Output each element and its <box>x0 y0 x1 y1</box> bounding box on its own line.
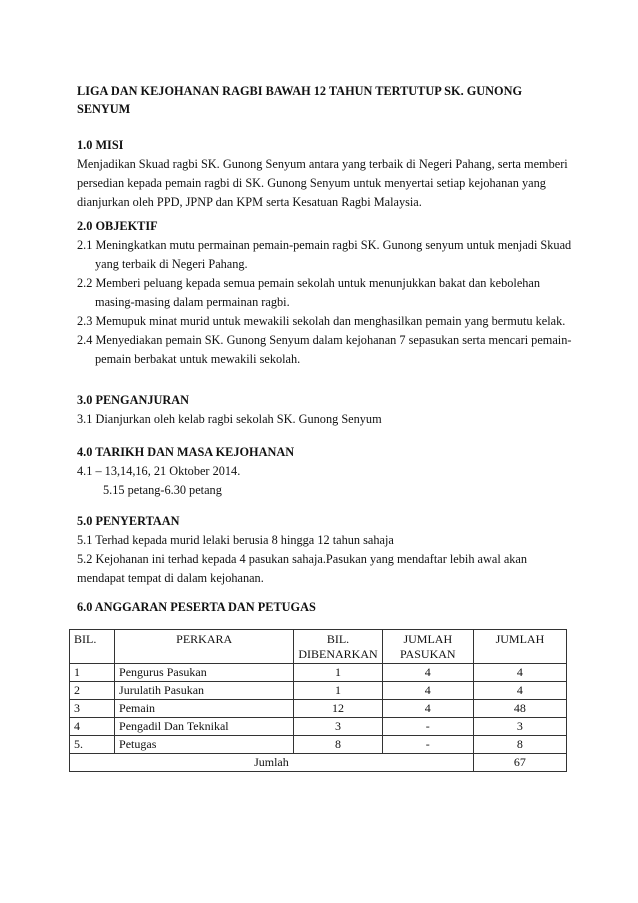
section-objektif <box>77 217 577 369</box>
column-header: BIL. DIBENARKAN <box>294 630 382 664</box>
section-penganjuran <box>77 391 577 429</box>
table-cell: Pemain <box>115 700 294 718</box>
section-heading-anggaran: 6.0 ANGGARAN PESERTA DAN PETUGAS <box>77 600 316 614</box>
table-cell: 5. <box>70 736 115 754</box>
objektif-item: 2.4 Menyediakan pemain SK. Gunong Senyum dalam kejohanan 7 sepasukan serta mencari pemain-pemain berbakat untuk mewakili sekolah. <box>77 333 572 366</box>
objektif-item: 2.2 Memberi peluang kepada semua pemain sekolah untuk menunjukkan bakat dan kebolehan masing-masing dalam permainan ragbi. <box>77 276 541 309</box>
total-value: 67 <box>473 754 566 772</box>
table-cell: 1 <box>70 664 115 682</box>
table-row <box>70 718 567 736</box>
table-row <box>70 736 567 754</box>
table-cell: 4 <box>382 700 473 718</box>
objektif-item: 2.1 Meningkatkan mutu permainan pemain-pemain ragbi SK. Gunong senyum untuk menjadi Skuad yang terbaik di Negeri Pahang. <box>77 238 572 271</box>
table-row <box>70 700 567 718</box>
table-cell: Pengadil Dan Teknikal <box>115 718 294 736</box>
section-anggaran <box>77 598 577 617</box>
total-label: Jumlah <box>70 754 474 772</box>
table-header-row <box>70 630 567 664</box>
section-misi <box>77 136 577 212</box>
penyertaan-item: 5.1 Terhad kepada murid lelaki berusia 8 hingga 12 tahun sahaja <box>77 533 394 547</box>
section-heading-tarikh: 4.0 TARIKH DAN MASA KEJOHANAN <box>77 445 295 459</box>
table-cell: Pengurus Pasukan <box>115 664 294 682</box>
section-penyertaan <box>77 512 577 588</box>
section-tarikh <box>77 443 577 500</box>
tarikh-time: 5.15 petang-6.30 petang <box>103 483 222 497</box>
column-header: BIL. <box>70 630 115 664</box>
column-header: JUMLAH <box>473 630 566 664</box>
section-heading-objektif: 2.0 OBJEKTIF <box>77 219 158 233</box>
section-heading-penyertaan: 5.0 PENYERTAAN <box>77 514 180 528</box>
table-cell: 1 <box>294 664 382 682</box>
table-row <box>70 682 567 700</box>
table-cell: Jurulatih Pasukan <box>115 682 294 700</box>
document-title: LIGA DAN KEJOHANAN RAGBI BAWAH 12 TAHUN TERTUTUP SK. GUNONG SENYUM <box>77 84 523 116</box>
table-cell: 12 <box>294 700 382 718</box>
table-cell: 8 <box>473 736 566 754</box>
section-heading-penganjuran: 3.0 PENGANJURAN <box>77 393 190 407</box>
table-cell: 3 <box>294 718 382 736</box>
section-heading-misi: 1.0 MISI <box>77 138 124 152</box>
table-row <box>70 664 567 682</box>
column-header: PERKARA <box>115 630 294 664</box>
table-cell: 8 <box>294 736 382 754</box>
tarikh-date: 4.1 – 13,14,16, 21 Oktober 2014. <box>77 464 241 478</box>
table-cell: 2 <box>70 682 115 700</box>
table-cell: 48 <box>473 700 566 718</box>
table-cell: - <box>382 736 473 754</box>
table-cell: 1 <box>294 682 382 700</box>
table-cell: 3 <box>70 700 115 718</box>
budget-table <box>69 629 567 772</box>
penganjuran-text: 3.1 Dianjurkan oleh kelab ragbi sekolah SK. Gunong Senyum <box>77 412 382 426</box>
table-cell: Petugas <box>115 736 294 754</box>
penyertaan-item: 5.2 Kejohanan ini terhad kepada 4 pasukan sahaja.Pasukan yang mendaftar lebih awal akan mendapat tempat di dalam kejohanan. <box>77 552 528 585</box>
table-cell: - <box>382 718 473 736</box>
table-total-row <box>70 754 567 772</box>
column-header: JUMLAH PASUKAN <box>382 630 473 664</box>
misi-text: Menjadikan Skuad ragbi SK. Gunong Senyum antara yang terbaik di Negeri Pahang, serta memberi persedian kepada pemain ragbi di SK. Gunong Senyum untuk menyertai setiap kejohanan yang dianjurkan oleh PPD, JPNP dan KPM serta Kesatuan Ragbi Malaysia. <box>77 157 568 209</box>
table-cell: 4 <box>473 682 566 700</box>
table-cell: 4 <box>473 664 566 682</box>
table-cell: 4 <box>382 682 473 700</box>
table-cell: 4 <box>382 664 473 682</box>
table-cell: 4 <box>70 718 115 736</box>
objektif-item: 2.3 Memupuk minat murid untuk mewakili sekolah dan menghasilkan pemain yang bermutu kelak. <box>77 314 566 328</box>
table-cell: 3 <box>473 718 566 736</box>
